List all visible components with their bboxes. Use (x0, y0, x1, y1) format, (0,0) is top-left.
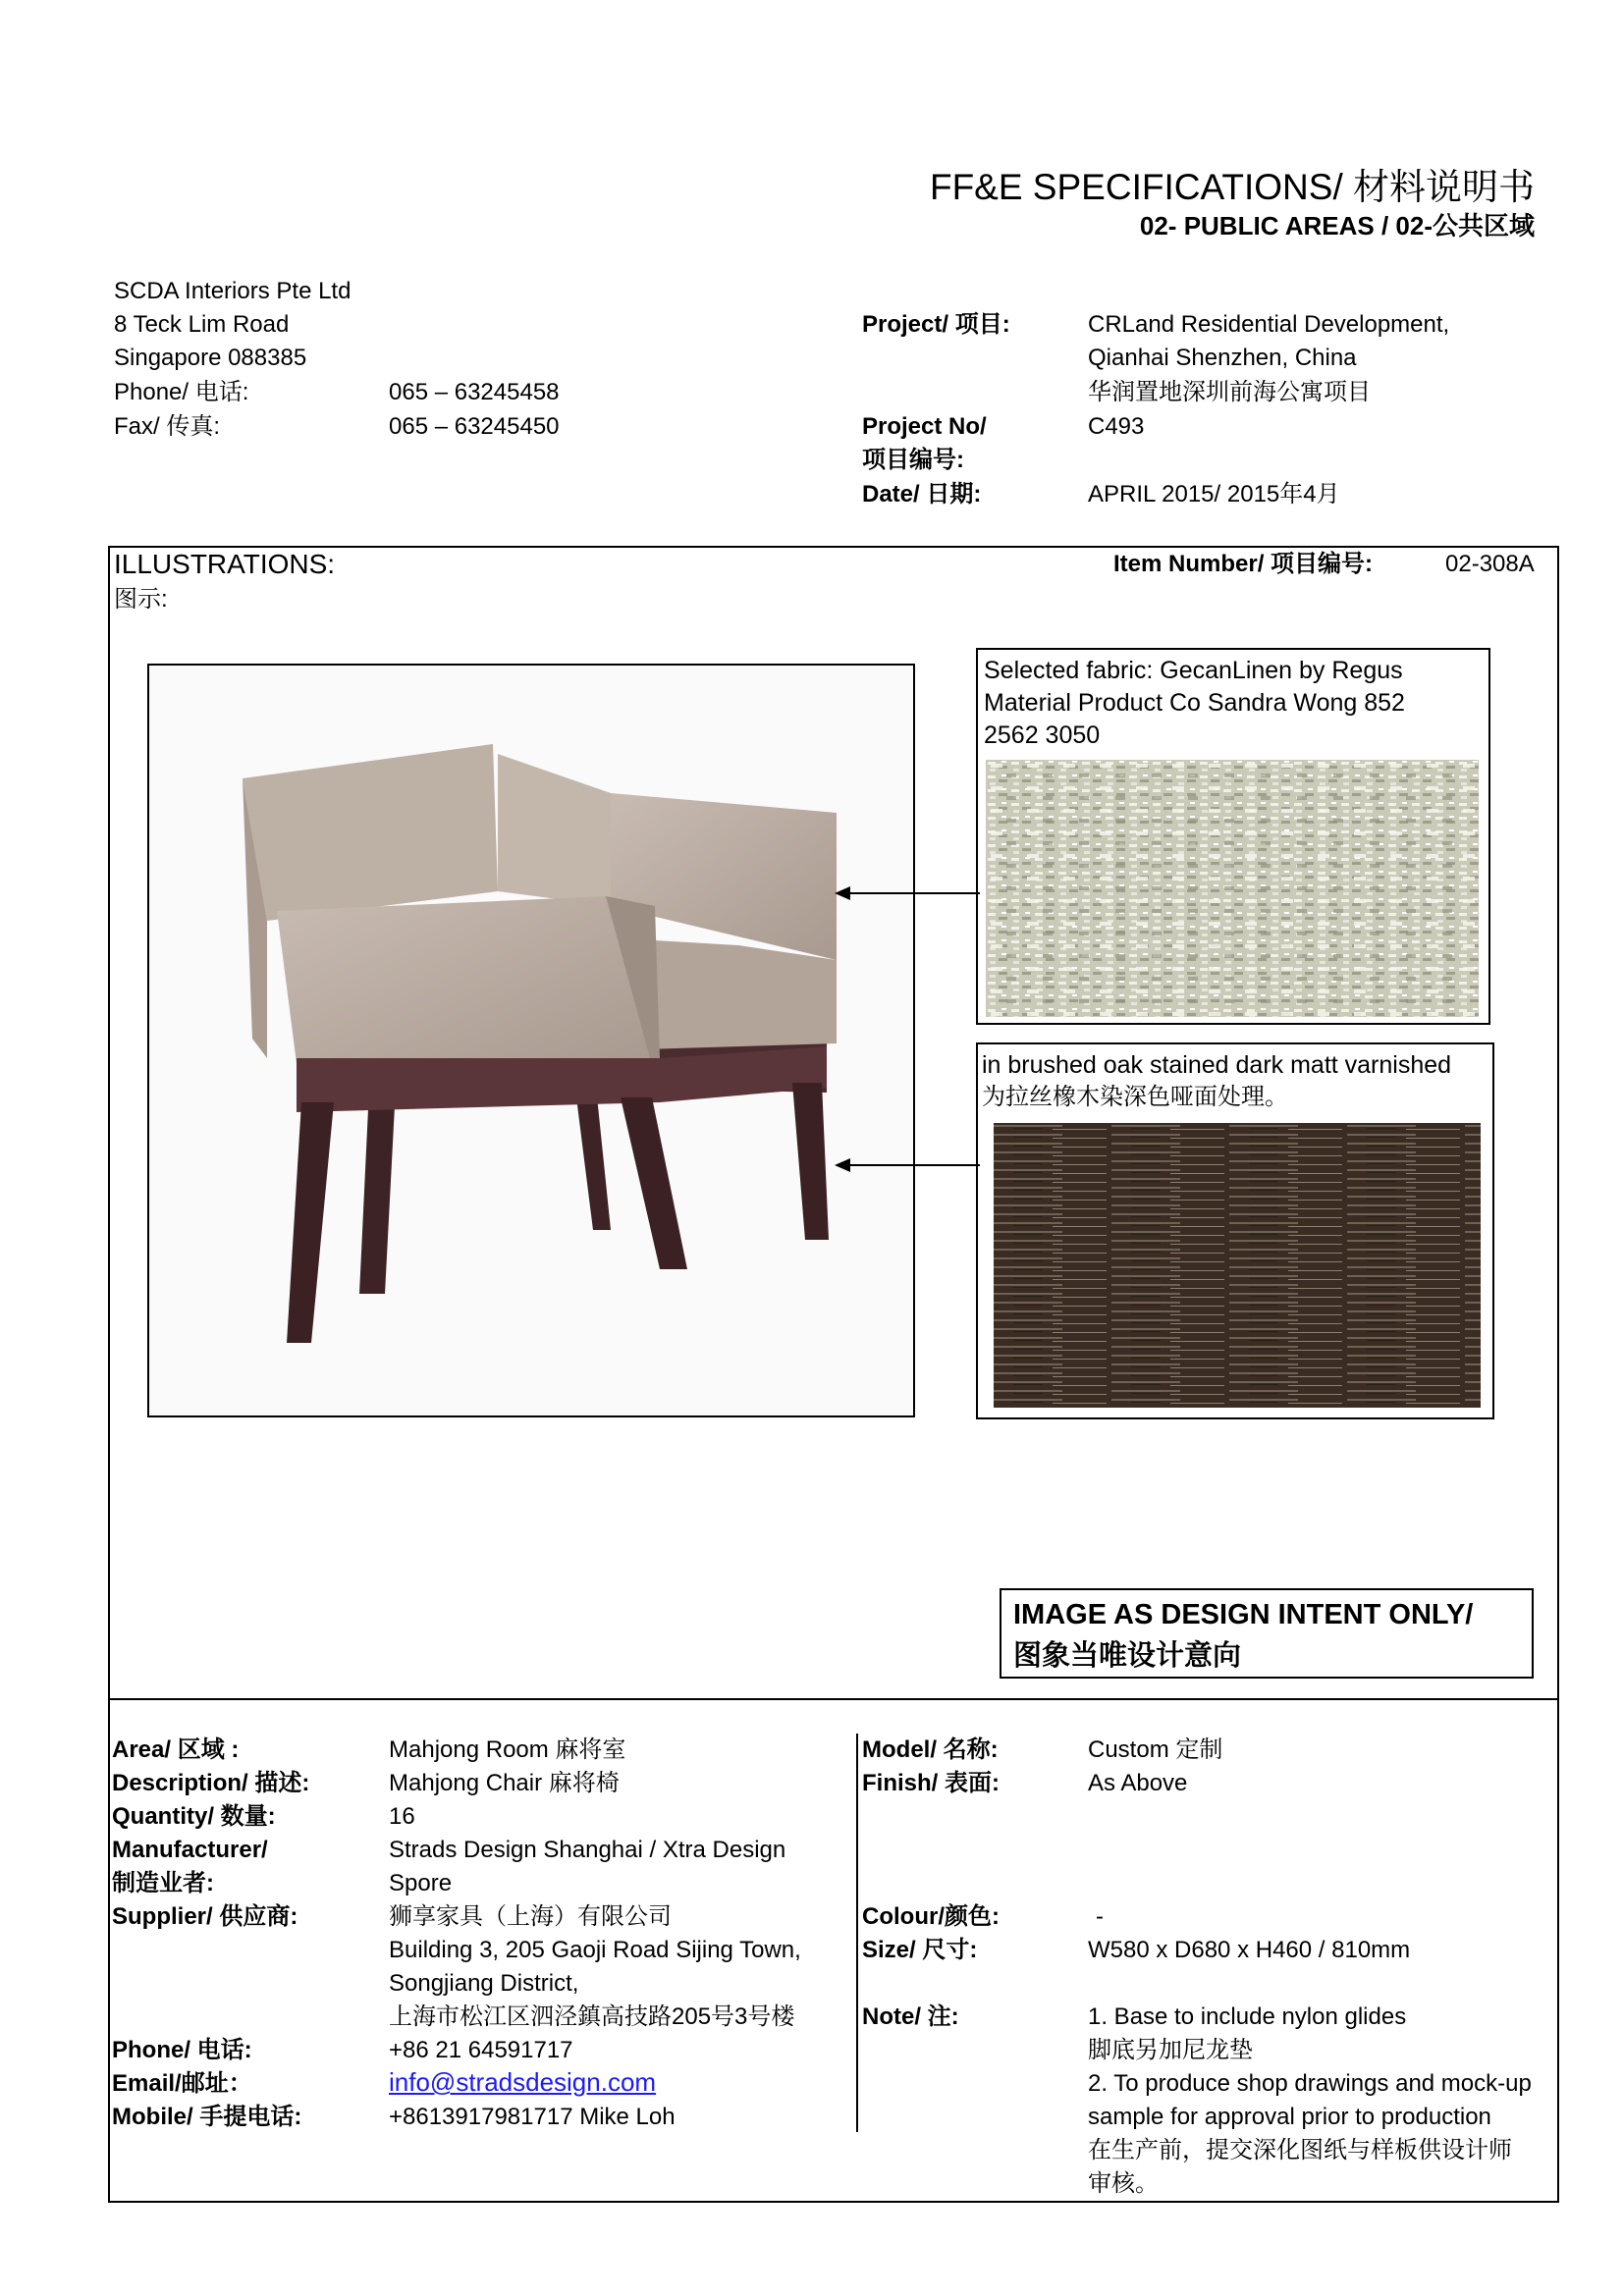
size-value: W580 x D680 x H460 / 810mm (1088, 1937, 1411, 1963)
design-intent-line-1: IMAGE AS DESIGN INTENT ONLY/ (1013, 1599, 1474, 1630)
fabric-arrow-icon (835, 879, 982, 908)
supplier-value-1: 狮享家具（上海）有限公司 (389, 1903, 672, 1930)
fabric-sample-box (976, 648, 1490, 1025)
document-subtitle: 02- PUBLIC AREAS / 02-公共区域 (1139, 211, 1535, 240)
manufacturer-label-2: 制造业者: (112, 1870, 214, 1896)
wood-swatch (994, 1123, 1481, 1408)
project-label: Project/ 项目: (862, 311, 1010, 338)
company-address-2: Singapore 088385 (114, 345, 307, 371)
quantity-value: 16 (389, 1803, 415, 1830)
manufacturer-value-1: Strads Design Shanghai / Xtra Design (389, 1837, 786, 1863)
fabric-text-1: Selected fabric: GecanLinen by Regus (984, 657, 1403, 684)
supplier-value-2: Building 3, 205 Gaoji Road Sijing Town, (389, 1937, 801, 1963)
area-label: Area/ 区域 : (112, 1736, 240, 1763)
fabric-text-3: 2562 3050 (984, 721, 1101, 749)
description-value: Mahjong Chair 麻将椅 (389, 1770, 620, 1796)
colour-label: Colour/颜色: (862, 1903, 1000, 1930)
company-address-1: 8 Teck Lim Road (114, 311, 290, 338)
company-phone: 065 – 63245458 (389, 379, 560, 405)
note-label: Note/ 注: (862, 2003, 959, 2030)
document-title: FF&E SPECIFICATIONS/ 材料说明书 (929, 167, 1535, 207)
description-label: Description/ 描述: (112, 1770, 310, 1796)
supplier-label: Supplier/ 供应商: (112, 1903, 298, 1930)
mobile-value: +8613917981717 Mike Loh (389, 2104, 676, 2130)
finish-label: Finish/ 表面: (862, 1770, 1000, 1796)
note-line-6: 审核。 (1088, 2170, 1159, 2197)
company-phone-label: Phone/ 电话: (114, 379, 249, 405)
item-number-label: Item Number/ 项目编号: (1113, 551, 1374, 577)
note-line-4: sample for approval prior to production (1088, 2104, 1491, 2130)
details-column-divider (856, 1734, 858, 2132)
manufacturer-value-2: Spore (389, 1870, 453, 1896)
supplier-phone: +86 21 64591717 (389, 2037, 573, 2063)
supplier-value-3: Songjiang District, (389, 1970, 579, 1997)
note-line-2: 脚底另加尼龙垫 (1088, 2037, 1253, 2063)
date-label: Date/ 日期: (862, 481, 982, 507)
project-no: C493 (1088, 413, 1145, 440)
chair-illustration (149, 666, 913, 1415)
size-label: Size/ 尺寸: (862, 1937, 978, 1963)
model-label: Model/ 名称: (862, 1736, 999, 1763)
illustrations-label: ILLUSTRATIONS: (114, 549, 336, 579)
note-line-5: 在生产前，提交深化图纸与样板供设计师 (1088, 2137, 1512, 2163)
project-line-3: 华润置地深圳前海公寓项目 (1088, 379, 1371, 405)
design-intent-box (1000, 1588, 1534, 1679)
finish-value: As Above (1088, 1770, 1188, 1796)
colour-value: - (1096, 1903, 1104, 1930)
company-fax: 065 – 63245450 (389, 413, 560, 440)
supplier-phone-label: Phone/ 电话: (112, 2037, 252, 2063)
item-number: 02-308A (1445, 551, 1535, 577)
note-line-3: 2. To produce shop drawings and mock-up (1088, 2070, 1532, 2097)
project-no-label-1: Project No/ (862, 413, 987, 440)
design-intent-line-2: 图象当唯设计意向 (1013, 1640, 1242, 1672)
fabric-swatch (986, 760, 1479, 1017)
email-link[interactable]: info@stradsdesign.com (389, 2067, 657, 2097)
note-line-1: 1. Base to include nylon glides (1088, 2003, 1407, 2030)
wood-text-1: in brushed oak stained dark matt varnished (982, 1051, 1452, 1079)
manufacturer-label-1: Manufacturer/ (112, 1837, 268, 1863)
project-line-2: Qianhai Shenzhen, China (1088, 345, 1357, 371)
mobile-label: Mobile/ 手提电话: (112, 2104, 302, 2130)
model-value: Custom 定制 (1088, 1736, 1223, 1763)
company-name: SCDA Interiors Pte Ltd (114, 278, 352, 304)
project-line-1: CRLand Residential Development, (1088, 311, 1450, 338)
project-no-label-2: 项目编号: (862, 447, 964, 473)
quantity-label: Quantity/ 数量: (112, 1803, 276, 1830)
supplier-value-4: 上海市松江区泗泾鎮高技路205号3号楼 (389, 2003, 795, 2030)
illustrations-label-cn: 图示: (114, 586, 168, 613)
date-value: APRIL 2015/ 2015年4月 (1088, 481, 1340, 507)
chair-image-frame (147, 664, 915, 1417)
company-fax-label: Fax/ 传真: (114, 413, 221, 440)
wood-arrow-icon (835, 1150, 982, 1180)
email-label: Email/邮址： (112, 2070, 252, 2097)
wood-sample-box (976, 1042, 1494, 1419)
section-divider (108, 1698, 1559, 1700)
wood-text-2: 为拉丝橡木染深色哑面处理。 (982, 1084, 1288, 1110)
fabric-text-2: Material Product Co Sandra Wong 852 (984, 689, 1405, 717)
area-value: Mahjong Room 麻将室 (389, 1736, 626, 1763)
